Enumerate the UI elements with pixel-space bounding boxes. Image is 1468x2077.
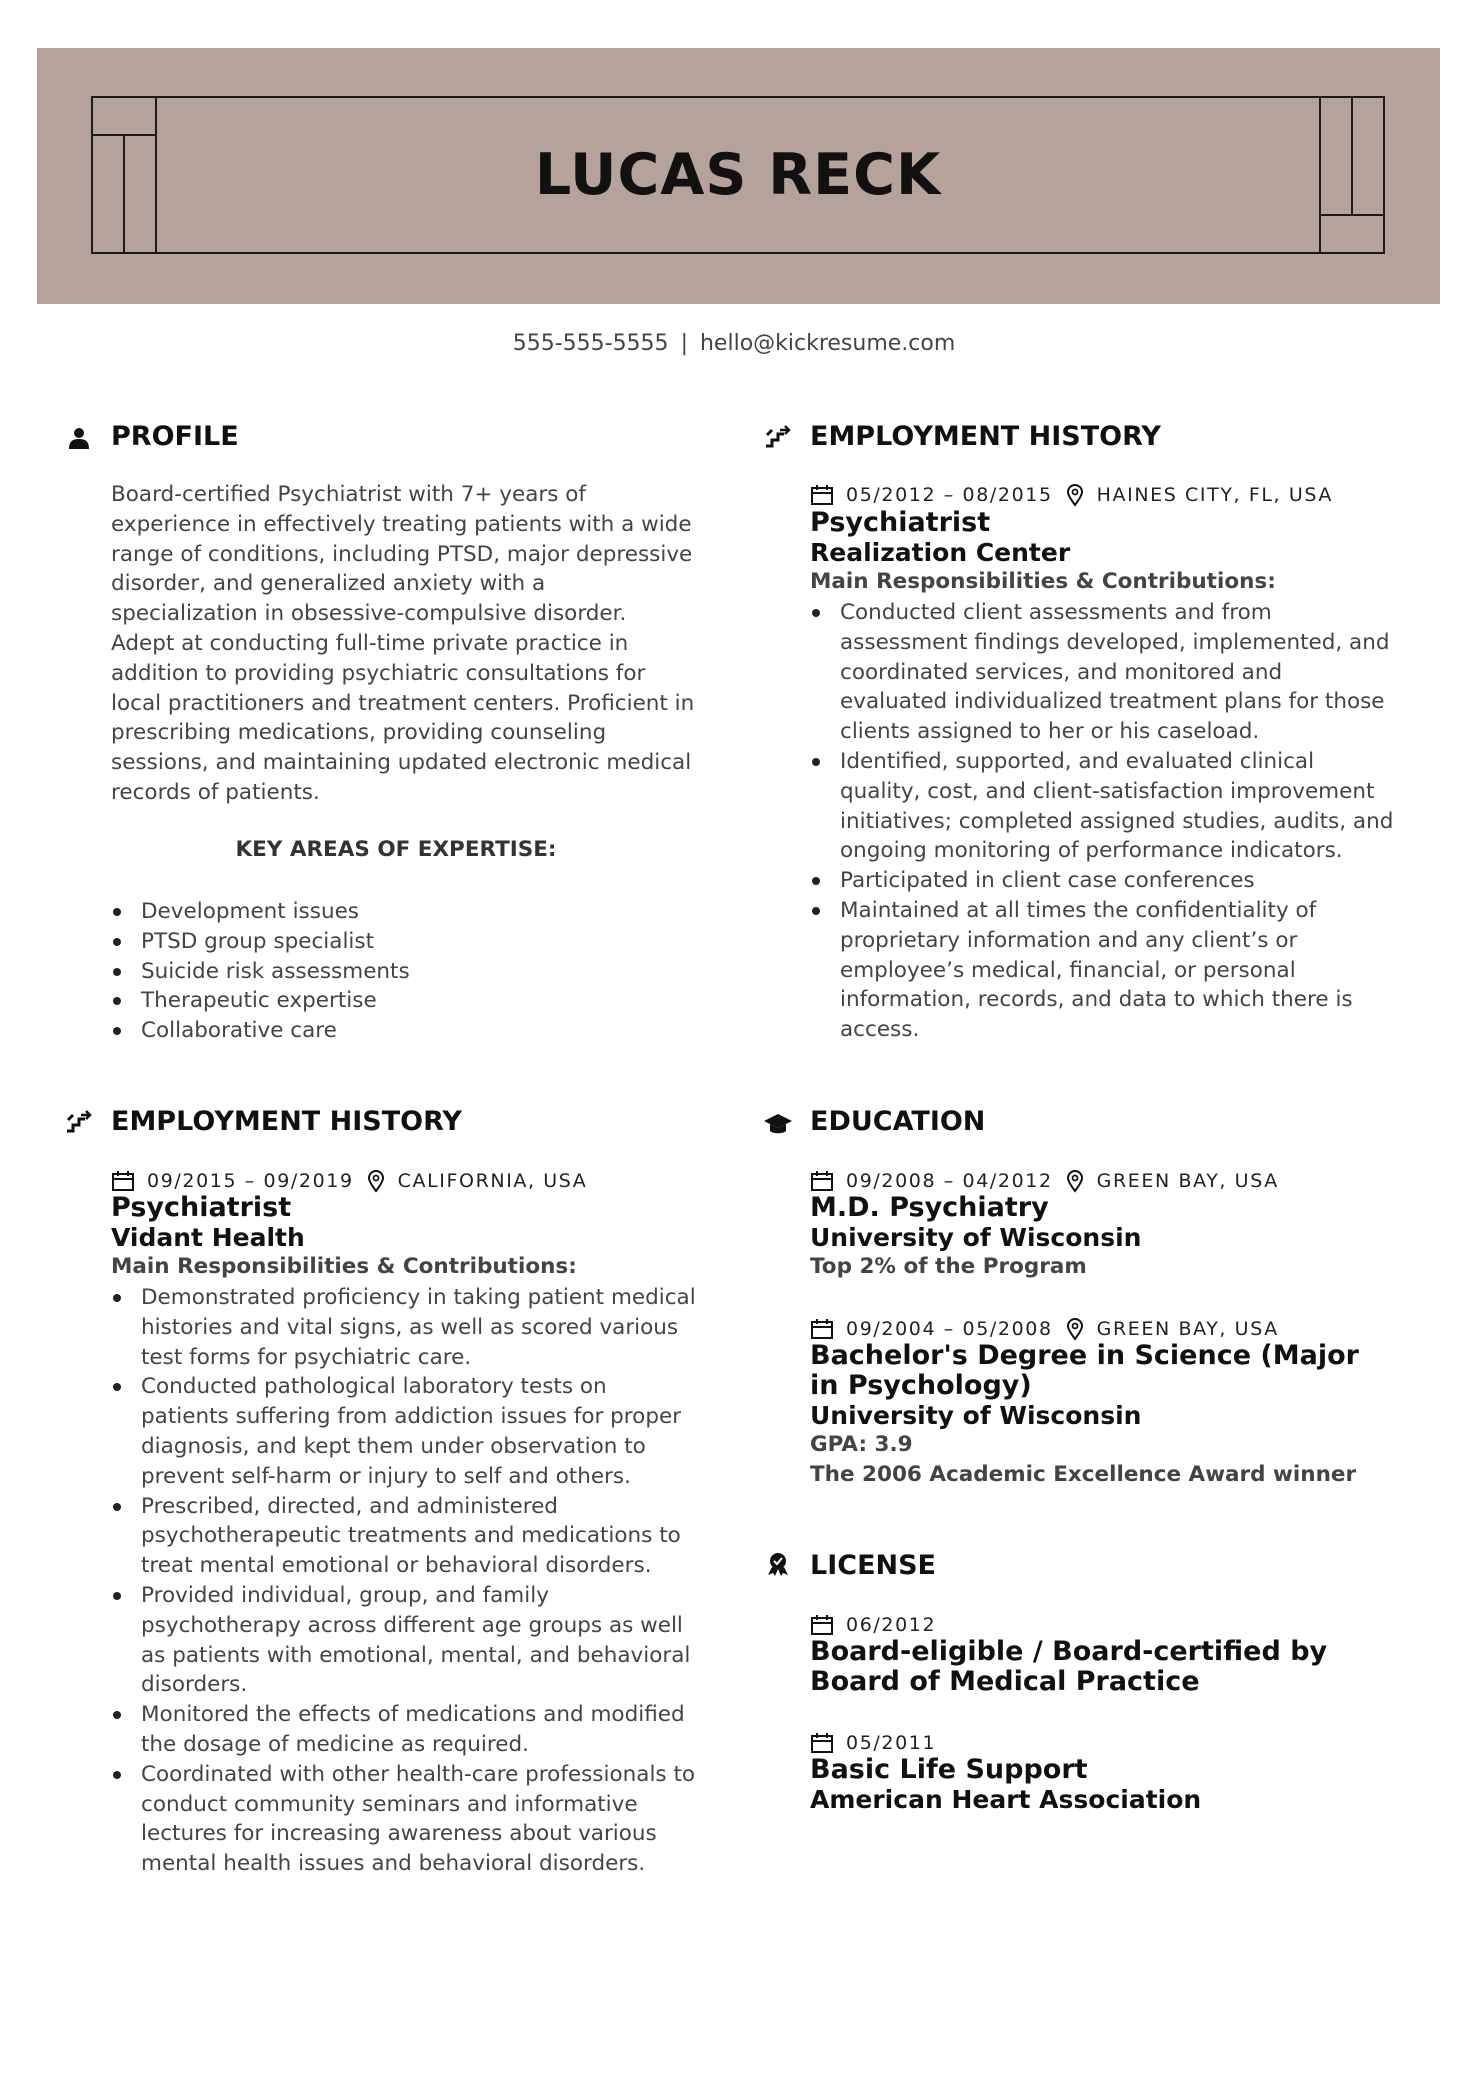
person-icon [66,425,92,451]
license-meta [810,1612,936,1638]
contact-line [0,331,1468,356]
license-meta [810,1730,936,1756]
expertise-list [111,897,671,1046]
responsibilities-heading: Main Responsibilities & Contributions: [111,1254,577,1279]
calendar-icon [810,1170,834,1192]
phone: 555-555-5555 [512,331,669,356]
job-company: Vidant Health [111,1223,305,1252]
calendar-icon [810,1732,834,1754]
list-item: Prescribed, directed, and administered psychotherapeutic treatments and medications to treat mental emotional or behavioral disorders. [111,1492,696,1581]
license-issuer: American Heart Association [810,1785,1202,1814]
school-name: University of Wisconsin [810,1401,1142,1430]
education-meta [810,1316,1279,1342]
degree-title: M.D. Psychiatry [810,1192,1049,1223]
stairs-icon [64,1110,94,1136]
job-meta-left [111,1168,587,1194]
expertise-heading: KEY AREAS OF EXPERTISE: [235,837,557,862]
list-item: Therapeutic expertise [111,986,671,1016]
license-title: LICENSE [810,1550,936,1581]
location-pin-icon [1065,1169,1085,1193]
location-pin-icon [366,1169,386,1193]
job-position: Psychiatrist [810,507,991,538]
list-item: Conducted client assessments and from assessment findings developed, implemented, and coordinated services, and monitored and evaluated individualized treatment plans for those clients assigned to her or his caseload. [810,598,1395,747]
list-item: Conducted pathological laboratory tests on patients suffering from addiction issues for proper diagnosis, and kept them under observation to prevent self-harm or injury to self and others. [111,1372,696,1491]
job-location: CALIFORNIA, USA [397,1170,588,1192]
candidate-name: LUCAS RECK [534,142,942,208]
stairs-icon [763,425,793,451]
education-dates: 09/2004 – 05/2008 [846,1318,1053,1340]
education-note: GPA: 3.9 [810,1432,913,1457]
job-location: HAINES CITY, FL, USA [1096,484,1333,506]
job-meta-right [810,482,1333,508]
email: hello@kickresume.com [699,331,956,356]
license-name: Board-eligible / Board-certified by Board of Medical Practice [810,1636,1328,1697]
license-date: 05/2011 [846,1732,937,1754]
education-location: GREEN BAY, USA [1096,1170,1279,1192]
profile-summary: Board-certified Psychiatrist with 7+ years of experience in effectively treating patients with a wide range of conditions, including PTSD, major depressive disorder, and generalized anxiety with a specialization in obsessive-compulsive disorder. Adept at conducting full-time private practice in addition to providing psychiatric consultations for local practitioners and treatment centers. Proficient in prescribing medications, providing counseling sessions, and maintaining updated electronic medical records of patients. [111,482,695,805]
contact-separator: | [680,331,688,356]
responsibilities-list-left [111,1283,696,1879]
calendar-icon [810,1318,834,1340]
school-name: University of Wisconsin [810,1223,1142,1252]
list-item: Demonstrated proficiency in taking patient medical histories and vital signs, as well as scored various test forms for psychiatric care. [111,1283,696,1372]
list-item: Provided individual, group, and family psychotherapy across different age groups as well as patients with emotional, mental, and behavioral disorders. [111,1581,696,1700]
award-icon [765,1551,791,1577]
education-title: EDUCATION [810,1106,986,1137]
calendar-icon [810,1614,834,1636]
job-company: Realization Center [810,538,1071,567]
education-meta [810,1168,1279,1194]
license-date: 06/2012 [846,1614,937,1636]
responsibilities-list-right [810,598,1395,1045]
calendar-icon [111,1170,135,1192]
header-band [37,48,1440,304]
job-position: Psychiatrist [111,1192,292,1223]
list-item: Coordinated with other health-care professionals to conduct community seminars and informative lectures for increasing awareness about various mental health issues and behavioral disorders. [111,1760,696,1879]
calendar-icon [810,484,834,506]
employment-title-left: EMPLOYMENT HISTORY [111,1106,462,1137]
list-item: Suicide risk assessments [111,957,671,987]
list-item: Participated in client case conferences [810,866,1395,896]
list-item: PTSD group specialist [111,927,671,957]
list-item: Maintained at all times the confidentiality of proprietary information and any client’s or employee’s medical, financial, or personal information, records, and data to which there is access. [810,896,1395,1045]
graduation-cap-icon [763,1111,793,1137]
list-item: Development issues [111,897,671,927]
responsibilities-heading: Main Responsibilities & Contributions: [810,569,1276,594]
location-pin-icon [1065,483,1085,507]
education-note: Top 2% of the Program [810,1254,1087,1279]
profile-title: PROFILE [111,421,239,452]
education-note: The 2006 Academic Excellence Award winner [810,1462,1357,1487]
license-name: Basic Life Support [810,1754,1088,1785]
location-pin-icon [1065,1317,1085,1341]
list-item: Collaborative care [111,1016,671,1046]
job-dates: 09/2015 – 09/2019 [147,1170,354,1192]
education-location: GREEN BAY, USA [1096,1318,1279,1340]
degree-title: Bachelor's Degree in Science (Major in Psychology) [810,1340,1359,1401]
list-item: Monitored the effects of medications and modified the dosage of medicine as required. [111,1700,696,1760]
job-dates: 05/2012 – 08/2015 [846,484,1053,506]
education-dates: 09/2008 – 04/2012 [846,1170,1053,1192]
name-frame [91,96,1385,254]
list-item: Identified, supported, and evaluated clinical quality, cost, and client-satisfaction improvement initiatives; completed assigned studies, audits, and ongoing monitoring of performance indicators. [810,747,1395,866]
employment-title-right: EMPLOYMENT HISTORY [810,421,1161,452]
